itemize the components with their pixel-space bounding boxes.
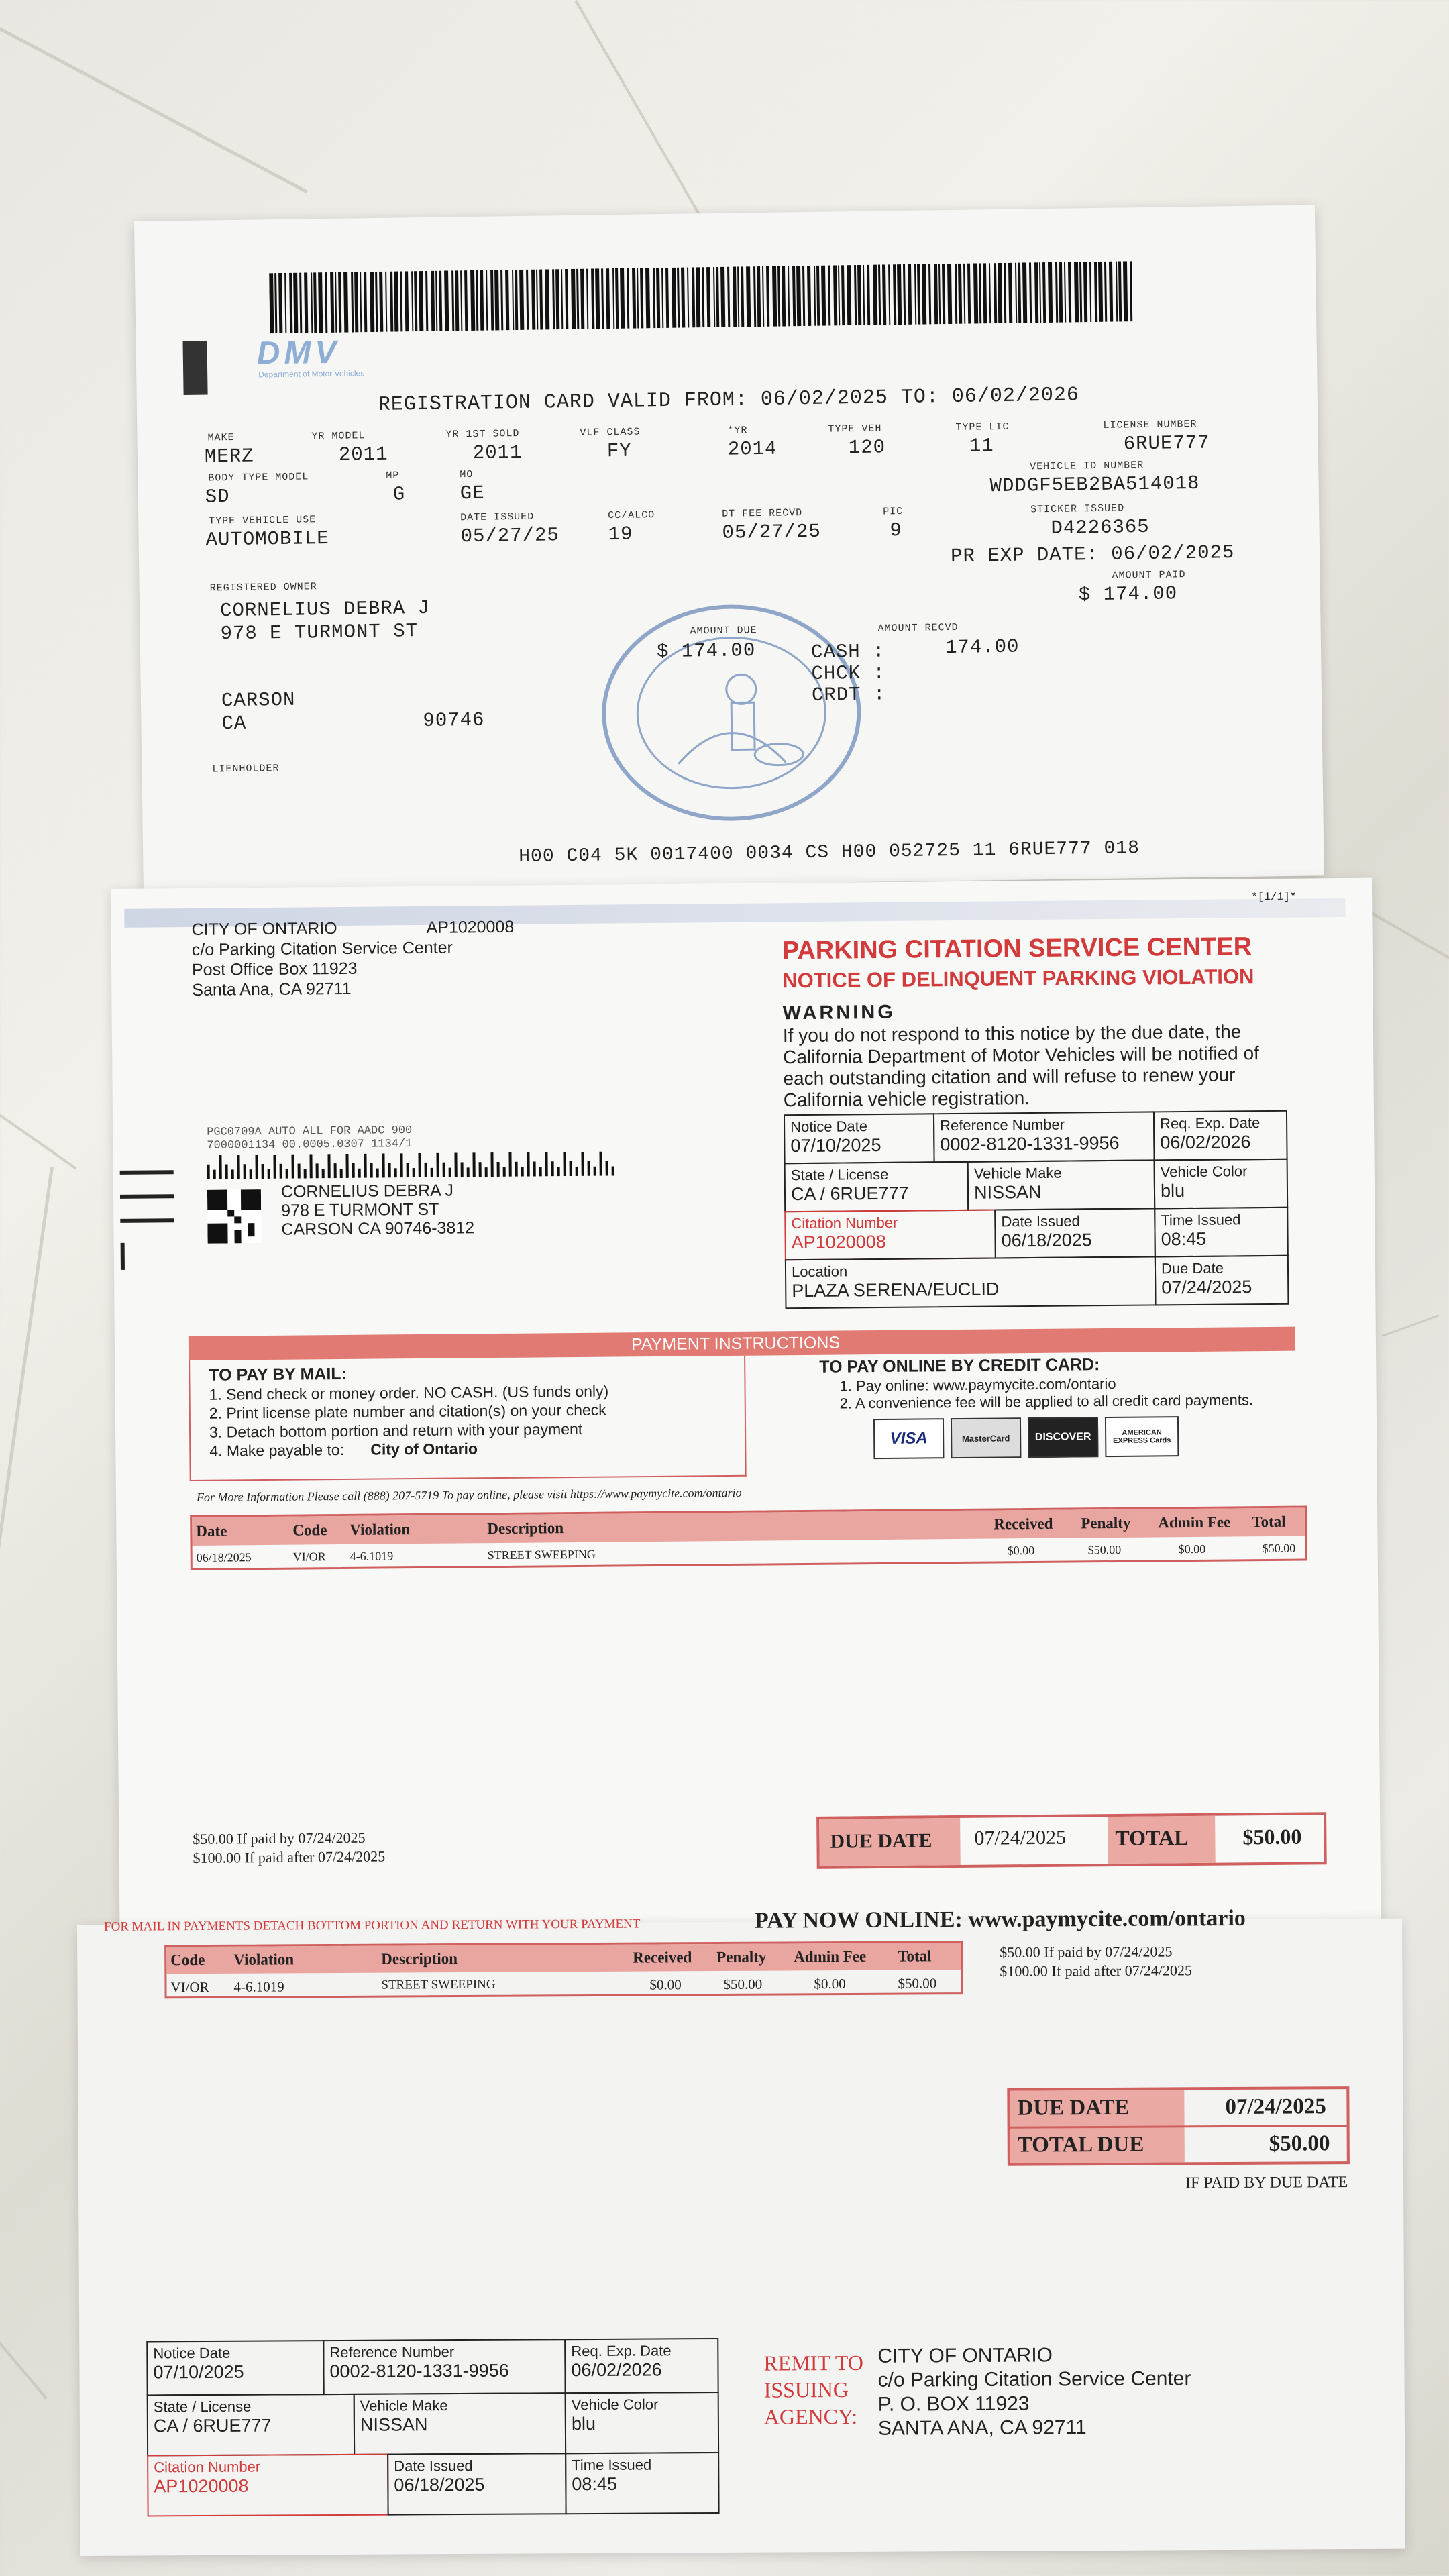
label-amount-due: AMOUNT DUE: [690, 625, 757, 637]
type-veh: 120: [848, 436, 886, 460]
stub-row-received: $0.00: [649, 1976, 682, 1993]
dmv-subtitle: Department of Motor Vehicles: [258, 368, 365, 380]
barcode: [269, 261, 1142, 333]
stub-amount-if-paid-by: $50.00 If paid by 07/24/2025: [1000, 1943, 1173, 1961]
label-sticker: STICKER ISSUED: [1030, 502, 1125, 516]
row-received: $0.00: [1007, 1544, 1035, 1558]
label-cc-alco: CC/ALCO: [608, 509, 655, 522]
pay-now-online: PAY NOW ONLINE: www.paymycite.com/ontario: [754, 1905, 1246, 1933]
due-date-cell: Due Date 07/24/2025: [1155, 1255, 1289, 1306]
registration-title: REGISTRATION CARD VALID FROM: 06/02/2025 TO: 06/02/2026: [378, 384, 1080, 417]
yr: 2014: [727, 437, 777, 461]
detach-instruction: FOR MAIL IN PAYMENTS DETACH BOTTOM PORTION AND RETURN WITH YOUR PAYMENT: [103, 1917, 641, 1934]
stub-row-description: STREET SWEEPING: [381, 1977, 496, 1992]
vlf-class: FY: [606, 439, 632, 463]
date-issued-cell: Date Issued 06/18/2025: [994, 1208, 1156, 1258]
vehicle-make-cell: Vehicle Make NISSAN: [967, 1159, 1156, 1210]
mail-code-1: PGC0709A AUTO ALL FOR AADC 900: [207, 1124, 413, 1139]
label-mo: MO: [460, 468, 474, 481]
stub-time-issued-cell: Time Issued 08:45: [565, 2452, 719, 2514]
remit-line-1: CITY OF ONTARIO: [877, 2344, 1053, 2367]
marble-vein: [0, 27, 308, 194]
label-yr-model: YR MODEL: [311, 430, 366, 443]
stub-vehicle-color-cell: Vehicle Color blu: [565, 2392, 719, 2454]
col-violation: Violation: [350, 1521, 411, 1538]
reference-number-cell: Reference Number 0002-8120-1331-9956: [933, 1111, 1155, 1163]
payment-instructions-heading: PAYMENT INSTRUCTIONS: [631, 1333, 841, 1354]
recipient-street: 978 E TURMONT ST: [281, 1199, 439, 1220]
label-vlf-class: VLF CLASS: [580, 426, 641, 439]
label-vehicle-use: TYPE VEHICLE USE: [209, 514, 317, 527]
owner-state: CA: [221, 712, 247, 735]
stub-total-due-label: TOTAL DUE: [1017, 2132, 1144, 2157]
label-yr-1st-sold: YR 1ST SOLD: [445, 428, 520, 441]
stub-reference-cell: Reference Number 0002-8120-1331-9956: [323, 2339, 566, 2395]
discover-card-icon: DISCOVER: [1028, 1417, 1099, 1458]
row-date: 06/18/2025: [196, 1550, 252, 1564]
if-paid-by-due-date: IF PAID BY DUE DATE: [1185, 2174, 1348, 2192]
stub-state-license-cell: State / License CA / 6RUE777: [147, 2394, 355, 2457]
total-label: TOTAL: [1115, 1825, 1189, 1850]
stub-col-received: Received: [633, 1949, 692, 1966]
label-body-type: BODY TYPE MODEL: [208, 471, 309, 484]
remit-line-3: P. O. BOX 11923: [877, 2392, 1030, 2416]
label-amount-paid: AMOUNT PAID: [1112, 569, 1186, 582]
mail-pay-title: TO PAY BY MAIL:: [209, 1364, 347, 1385]
credit-label: CRDT :: [811, 683, 886, 706]
citation-number-cell: Citation Number AP1020008: [784, 1210, 996, 1261]
stub-violation-table: [164, 1941, 963, 1998]
online-step-2: 2. A convenience fee will be applied to all credit card payments.: [839, 1391, 1254, 1412]
stub-amount-if-paid-after: $100.00 If paid after 07/24/2025: [1000, 1962, 1193, 1980]
body-type: SD: [205, 486, 230, 508]
qr-code: [207, 1189, 262, 1244]
stub-due-date-value: 07/24/2025: [1225, 2094, 1326, 2120]
alignment-marks: [120, 1170, 174, 1271]
label-registered-owner: REGISTERED OWNER: [209, 581, 317, 594]
row-total: $50.00: [1262, 1541, 1296, 1556]
stub-col-description: Description: [381, 1950, 458, 1968]
owner-name: CORNELIUS DEBRA J: [219, 596, 431, 623]
vehicle-use: AUTOMOBILE: [205, 527, 329, 551]
warning-line-2: California Department of Motor Vehicles will be notified of: [783, 1042, 1260, 1068]
sticker-issued: D4226365: [1051, 515, 1150, 539]
stub-col-admin-fee: Admin Fee: [794, 1947, 867, 1966]
owner-zip: 90746: [423, 708, 485, 733]
sender-line-4: Santa Ana, CA 92711: [192, 979, 352, 1000]
marble-vein: [0, 1167, 54, 2097]
row-violation: 4-6.1019: [350, 1549, 394, 1563]
pr-exp-date: PR EXP DATE: 06/02/2025: [950, 541, 1235, 568]
stub-due-date-label: DUE DATE: [1017, 2095, 1130, 2121]
stub-col-violation: Violation: [233, 1951, 294, 1968]
amex-card-icon: AMERICAN EXPRESS Cards: [1105, 1416, 1179, 1457]
owner-street: 978 E TURMONT ST: [220, 620, 419, 645]
label-yr: *YR: [727, 425, 748, 437]
sender-line-2: c/o Parking Citation Service Center: [191, 938, 453, 959]
stub-req-exp-cell: Req. Exp. Date 06/02/2026: [564, 2338, 718, 2394]
col-code: Code: [292, 1521, 327, 1539]
stub-info-grid: [146, 2338, 724, 2528]
date-issued: 05/27/25: [460, 524, 560, 548]
stub-notice-date-cell: Notice Date 07/10/2025: [146, 2340, 324, 2396]
check-label: CHCK :: [811, 661, 886, 685]
mail-step-3: 3. Detach bottom portion and return with your payment: [209, 1419, 583, 1441]
remit-line-2: c/o Parking Citation Service Center: [877, 2367, 1191, 2392]
row-description: STREET SWEEPING: [487, 1547, 596, 1562]
req-exp-date-cell: Req. Exp. Date 06/02/2026: [1153, 1110, 1288, 1161]
vehicle-color-cell: Vehicle Color blu: [1154, 1159, 1289, 1210]
remit-line-4: SANTA ANA, CA 92711: [877, 2416, 1087, 2440]
label-license-number: LICENSE NUMBER: [1103, 418, 1197, 431]
recipient-city: CARSON CA 90746-3812: [281, 1218, 475, 1239]
postal-barcode: [207, 1151, 623, 1179]
remit-label-2: ISSUING: [763, 2377, 849, 2402]
yr-1st-sold: 2011: [472, 441, 523, 464]
col-penalty: Penalty: [1081, 1514, 1131, 1532]
stub-date-issued-cell: Date Issued 06/18/2025: [387, 2453, 566, 2515]
recipient-name: CORNELIUS DEBRA J: [280, 1181, 454, 1201]
label-pic: PIC: [883, 506, 904, 518]
payment-stub: [77, 1905, 1405, 2556]
stub-total-due-value: $50.00: [1269, 2131, 1330, 2156]
remit-label-3: AGENCY:: [763, 2404, 858, 2429]
pic: 9: [890, 519, 903, 542]
label-type-lic: TYPE LIC: [955, 421, 1010, 433]
remit-label-1: REMIT TO: [763, 2350, 863, 2375]
label-dt-fee: DT FEE RECVD: [722, 507, 803, 520]
label-date-issued: DATE ISSUED: [460, 511, 535, 524]
sender-code: AP1020008: [426, 917, 515, 937]
stub-vehicle-make-cell: Vehicle Make NISSAN: [354, 2392, 566, 2455]
stub-row-admin-fee: $0.00: [814, 1976, 846, 1992]
type-lic: 11: [969, 435, 994, 458]
cash-amount: 174.00: [945, 635, 1020, 659]
state-license-cell: State / License CA / 6RUE777: [784, 1161, 969, 1212]
mail-step-1: 1. Send check or money order. NO CASH. (US funds only): [209, 1382, 609, 1403]
row-code: VI/OR: [292, 1550, 326, 1564]
marble-vein: [0, 1114, 77, 1170]
label-lienholder: LIENHOLDER: [212, 763, 280, 775]
yr-model: 2011: [338, 443, 388, 466]
mail-step-4: 4. Make payable to:: [209, 1440, 345, 1460]
stub-col-code: Code: [170, 1951, 205, 1969]
notice-date-cell: Notice Date 07/10/2025: [784, 1113, 935, 1164]
marble-vein: [575, 0, 718, 246]
warning-line-4: California vehicle registration.: [783, 1087, 1030, 1111]
mo: GE: [460, 482, 485, 505]
col-description: Description: [487, 1519, 564, 1538]
registration-mark: [183, 341, 208, 395]
registration-card: [134, 205, 1324, 892]
stub-col-penalty: Penalty: [716, 1948, 767, 1966]
amount-paid: $ 174.00: [1078, 582, 1178, 606]
stub-row-code: VI/OR: [170, 1978, 209, 1996]
col-total: Total: [1252, 1513, 1286, 1531]
amount-due: $ 174.00: [656, 639, 756, 663]
violation-table: [190, 1505, 1307, 1570]
mastercard-icon: MasterCard: [951, 1417, 1022, 1458]
dt-fee-recvd: 05/27/25: [722, 520, 822, 544]
visa-card-icon: VISA: [873, 1418, 945, 1459]
stub-citation-number-cell: Citation Number AP1020008: [147, 2454, 388, 2517]
cash-label: CASH :: [810, 640, 885, 663]
label-type-veh: TYPE VEH: [828, 423, 882, 435]
owner-city: CARSON: [221, 688, 296, 712]
stub-row-total: $50.00: [898, 1975, 937, 1992]
vin: WDDGF5EB2BA514018: [989, 472, 1200, 498]
col-received: Received: [994, 1515, 1053, 1533]
mp: G: [392, 483, 406, 506]
col-date: Date: [196, 1522, 227, 1540]
license-number: 6RUE777: [1123, 431, 1210, 455]
row-penalty: $50.00: [1087, 1542, 1122, 1557]
row-admin-fee: $0.00: [1178, 1542, 1206, 1556]
label-mp: MP: [386, 470, 400, 482]
due-date-value: 07/24/2025: [974, 1826, 1067, 1849]
mail-code-2: 7000001134 00.0005.0307 1134/1: [207, 1138, 413, 1152]
page-mark: *[1/1]*: [1251, 890, 1297, 904]
warning-heading: WARNING: [782, 1001, 896, 1024]
warning-line-1: If you do not respond to this notice by the due date, the: [782, 1021, 1242, 1046]
total-value: $50.00: [1242, 1824, 1302, 1849]
make: MERZ: [204, 445, 254, 468]
notice-title: PARKING CITATION SERVICE CENTER: [782, 932, 1252, 965]
cc-alco: 19: [608, 523, 633, 546]
citation-info-grid: [784, 1110, 1295, 1309]
col-admin-fee: Admin Fee: [1158, 1513, 1231, 1532]
notice-subtitle: NOTICE OF DELINQUENT PARKING VIOLATION: [782, 965, 1254, 993]
marble-vein: [1382, 1314, 1440, 1337]
due-date-label: DUE DATE: [830, 1829, 932, 1853]
dmv-logo: DMV: [256, 334, 341, 372]
online-step-1: 1. Pay online: www.paymycite.com/ontario: [839, 1375, 1116, 1395]
time-issued-cell: Time Issued 08:45: [1154, 1207, 1289, 1258]
amount-if-paid-after: $100.00 If paid after 07/24/2025: [193, 1847, 386, 1866]
citation-notice: [111, 878, 1381, 1942]
sender-name: CITY OF ONTARIO: [191, 919, 337, 939]
stub-row-violation: 4-6.1019: [233, 1978, 284, 1995]
stub-col-total: Total: [898, 1947, 932, 1965]
location-cell: Location PLAZA SERENA/EUCLID: [785, 1256, 1157, 1309]
more-info: For More Information Please call (888) 207-5719 To pay online, please visit https://www.paymycite.com/ontario: [196, 1485, 742, 1504]
online-pay-title: TO PAY ONLINE BY CREDIT CARD:: [819, 1355, 1100, 1377]
registration-footer-code: H00 C04 5K 0017400 0034 CS H00 052725 11 6RUE777 018: [519, 838, 1140, 868]
label-amount-recvd: AMOUNT RECVD: [877, 621, 959, 635]
mail-step-2: 2. Print license plate number and citation(s) on your check: [209, 1401, 606, 1422]
sender-line-3: Post Office Box 11923: [191, 959, 358, 979]
marble-vein: [0, 2341, 48, 2400]
warning-line-3: each outstanding citation and will refuse to renew your: [783, 1064, 1236, 1089]
stub-row-penalty: $50.00: [723, 1976, 763, 1992]
label-vin: VEHICLE ID NUMBER: [1030, 460, 1144, 473]
amount-if-paid-by: $50.00 If paid by 07/24/2025: [193, 1829, 366, 1847]
label-make: MAKE: [207, 431, 235, 444]
payable-to: City of Ontario: [370, 1440, 478, 1458]
